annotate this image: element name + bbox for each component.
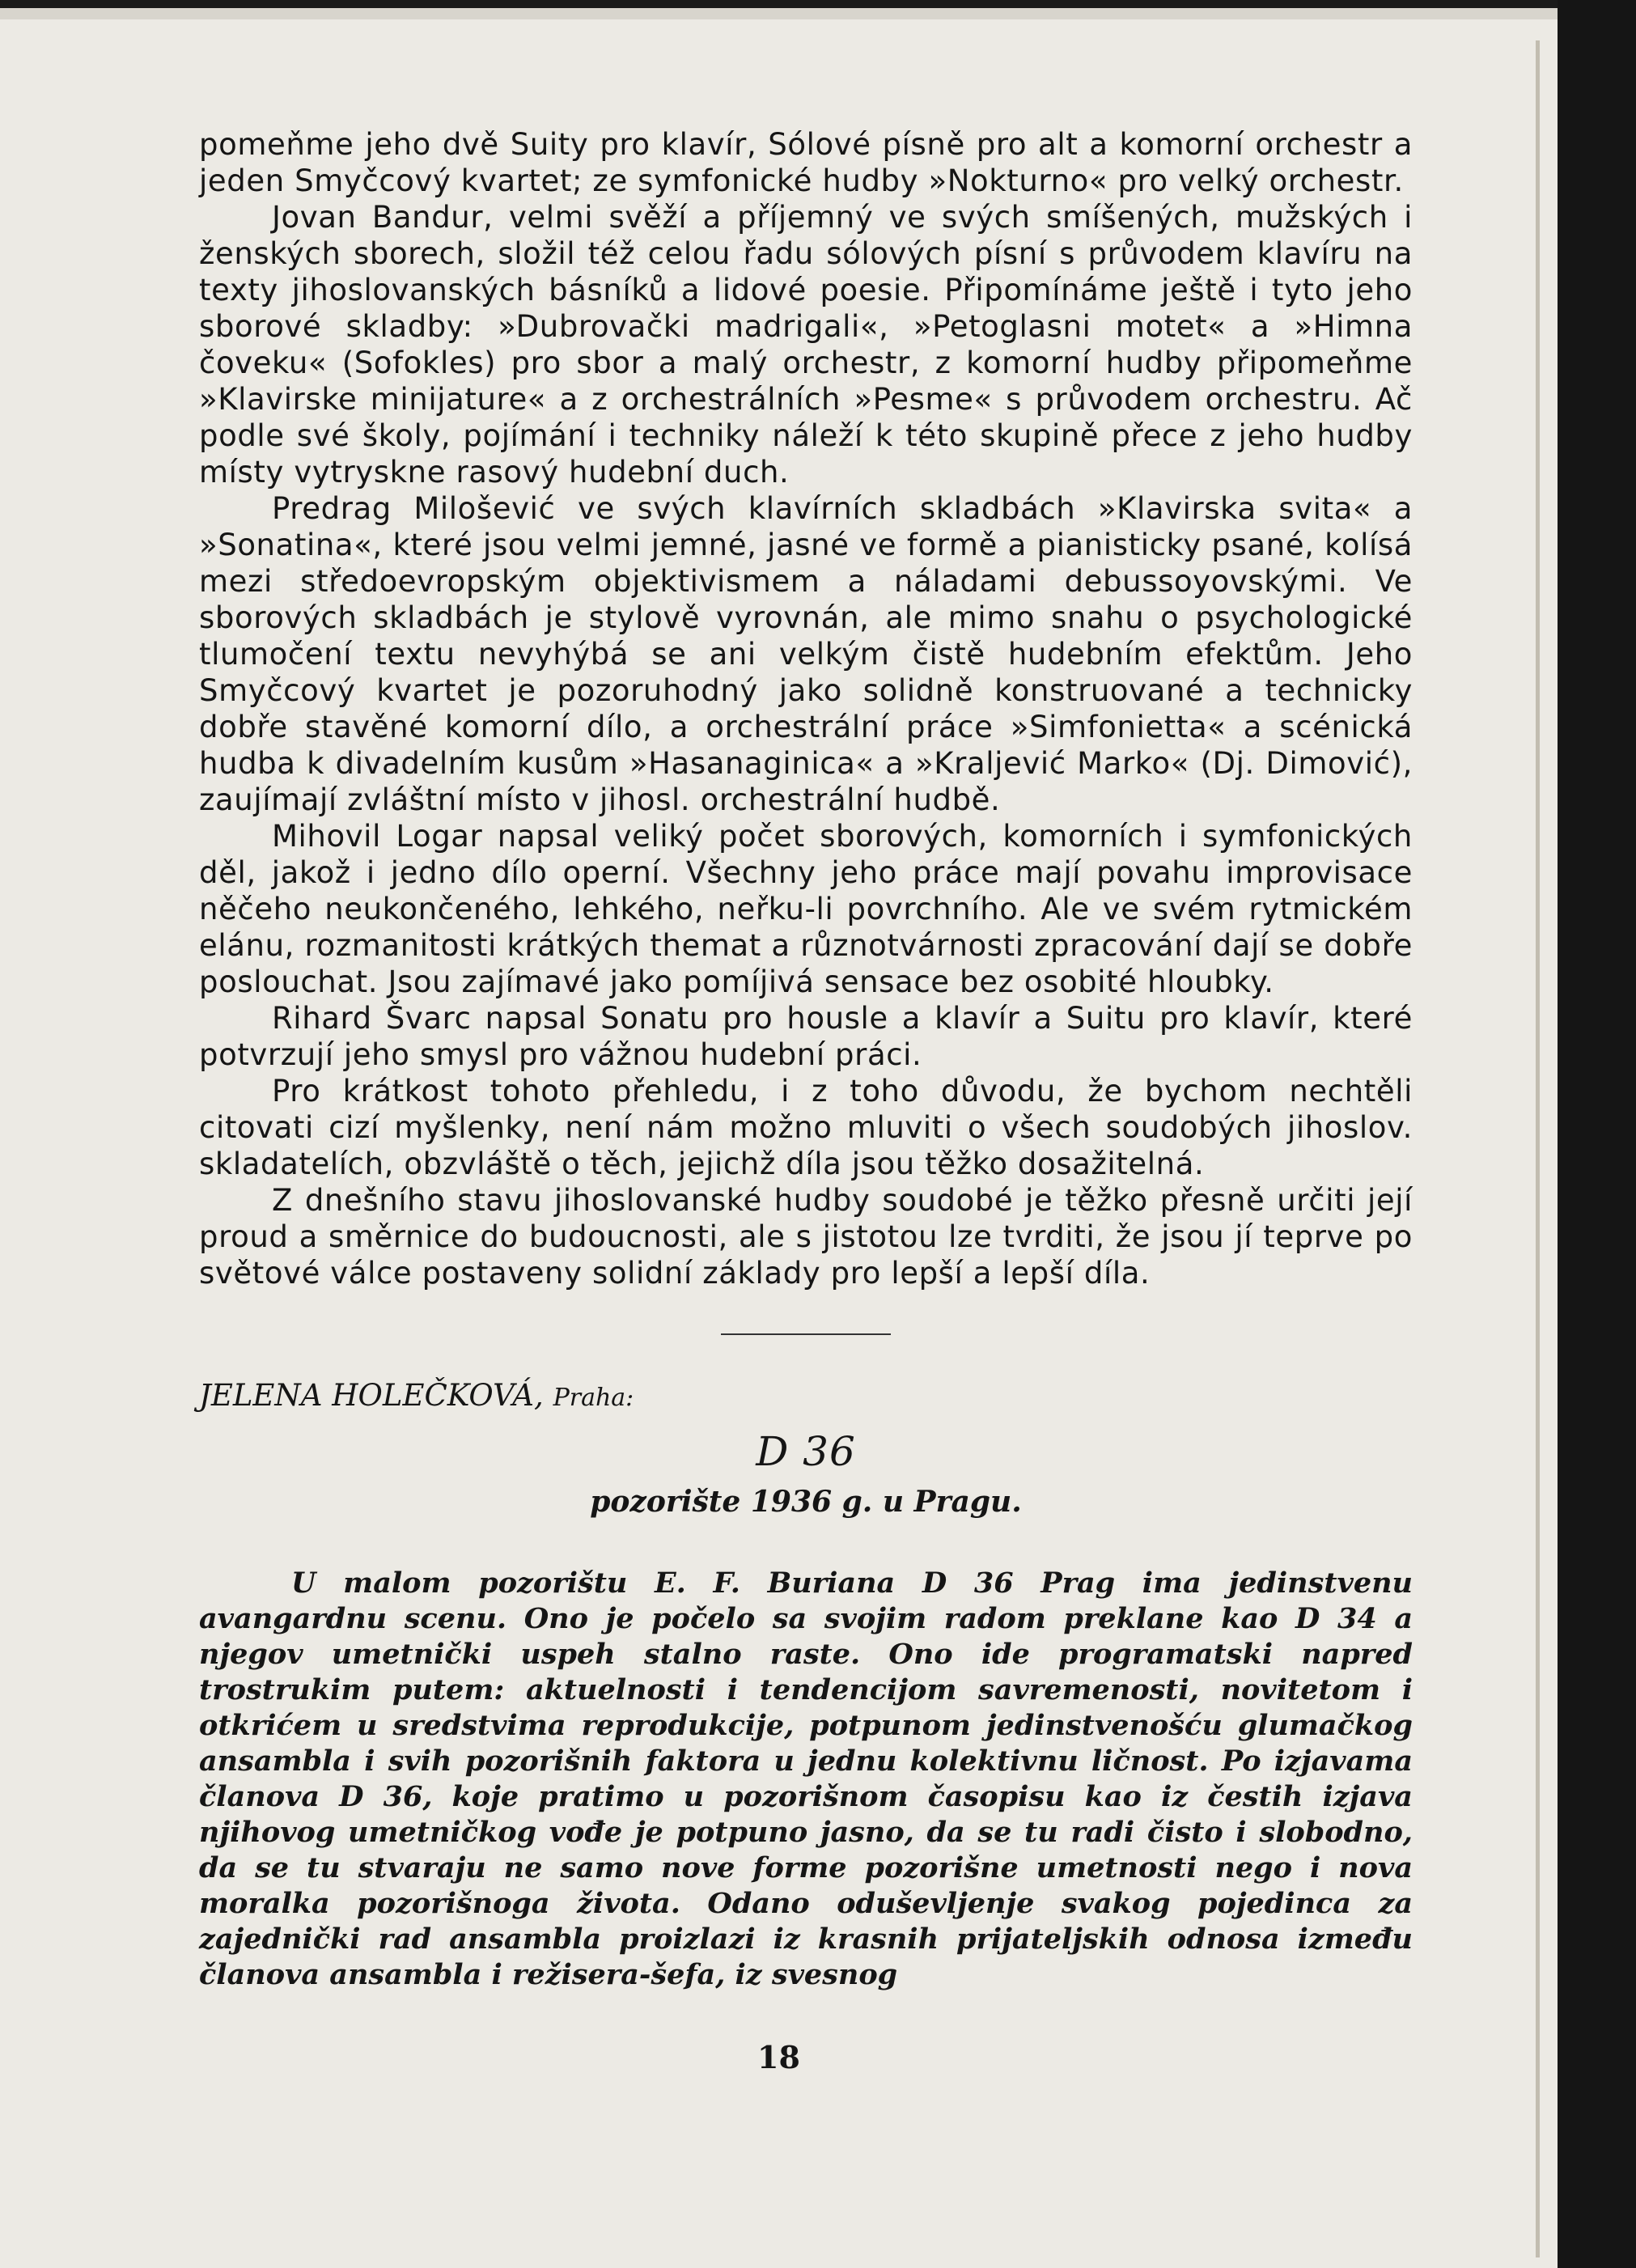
- page-top-edge: [0, 8, 1558, 19]
- article-byline: [199, 1377, 1413, 1417]
- paragraph: pomeňme jeho dvě Suity pro klavír, Sólové písně pro alt a komorní orchestr a jeden Smyčcový kvartet; ze symfonické hudby »Nokturno« pro velký orchestr.: [199, 127, 1413, 198]
- author-name: JELENA HOLEČKOVÁ,: [199, 1378, 544, 1413]
- paragraph: Mihovil Logar napsal veliký počet sborových, komorních i symfonických děl, jakož i jedno dílo operní. Všechny jeho práce mají povahu improvisace něčeho neukončeného, lehkého, neřku-li povrchního. Ale ve svém rytmickém elánu, rozmanitosti krátkých themat a různotvárnosti zpracování dají se dobře poslouchat. Jsou zajímavé jako pomíjivá sensace bez osobité hloubky.: [199, 819, 1413, 999]
- article-subtitle: pozorište 1936 g. u Pragu.: [590, 1485, 1022, 1519]
- paragraph: U malom pozorištu E. F. Buriana D 36 Prag ima jedinstvenu avangardnu scenu. Ono je počelo sa svojim radom preklane kao D 34 a njegov umetnički uspeh stalno raste. Ono ide programatski napred trostrukim putem: aktuelnosti i tendencijom savremenosti, novitetom i otkrićem u sredstvima reprodukcije, potpunom jedinstvenošću glumačkog ansambla i svih pozorišnih faktora u jednu kolektivnu ličnost. Po izjavama članova D 36, koje pratimo u pozorišnom časopisu kao iz čestih izjava njihovog umetničkog vođe je potpuno jasno, da se tu radi čisto i slobodno, da se tu stvaraju ne samo nove forme pozorišne umetnosti nego i nova moralka pozorišnoga života. Odano oduševljenje svakog pojedinca za zajednički rad ansambla proizlazi iz krasnih prijateljskih odnosa između članova ansambla i režisera-šefa, iz svesnog: [199, 1566, 1413, 1991]
- paragraph: Predrag Milošević ve svých klavírních skladbách »Klavirska svita« a »Sonatina«, které jsou velmi jemné, jasné ve formě a pianisticky psané, kolísá mezi středoevropským objektivismem a náladami debussoyovskými. Ve sborových skladbách je stylově vyrovnán, ale mimo snahu o psychologické tlumočení textu nevyhýbá se ani velkým čistě hudebním efektům. Jeho Smyčcový kvartet je pozoruhodný jako solidně konstruované a technicky dobře stavěné komorní dílo, a orchestrální práce »Simfonietta« a scénická hudba k divadelním kusům »Hasanaginica« a »Kraljević Marko« (Dj. Dimović), zaujímají zvláštní místo v jihosl. orchestrální hudbě.: [199, 491, 1413, 817]
- paragraph: Rihard Švarc napsal Sonatu pro housle a klavír a Suitu pro klavír, které potvrzují jeho smysl pro vážnou hudební práci.: [199, 1001, 1413, 1072]
- serbian-article-text: [199, 1566, 1413, 1993]
- article-title: D 36: [756, 1428, 856, 1475]
- section-divider: [721, 1333, 891, 1335]
- page-number: 18: [757, 2039, 800, 2075]
- page-fold-shadow: [1536, 40, 1540, 2257]
- page-content: [199, 126, 1413, 1993]
- book-binding-edge: [1558, 0, 1636, 2268]
- paragraph: Z dnešního stavu jihoslovanské hudby soudobé je těžko přesně určiti její proud a směrnice do budoucnosti, ale s jistotou lze tvrditi, že jsou jí teprve po světové válce postaveny solidní základy pro lepší a lepší díla.: [199, 1183, 1413, 1291]
- paragraph: Pro krátkost tohoto přehledu, i z toho důvodu, že bychom nechtěli citovati cizí myšlenky, není nám možno mluviti o všech soudobých jihoslov. skladatelích, obzvláště o těch, jejichž díla jsou těžko dosažitelná.: [199, 1074, 1413, 1181]
- author-city: Praha:: [553, 1384, 634, 1412]
- paragraph: Jovan Bandur, velmi svěží a příjemný ve svých smíšených, mužských i ženských sborech, složil též celou řadu sólových písní s průvodem klavíru na texty jihoslovanských básníků a lidové poesie. Připomínáme ještě i tyto jeho sborové skladby: »Dubrovački madrigali«, »Petoglasni motet« a »Himna čoveku« (Sofokles) pro sbor a malý orchestr, z komorní hudby připomeňme »Klavirske minijature« a z orchestrálních »Pesme« s průvodem orchestru. Ač podle své školy, pojímání i techniky náleží k této skupině přece z jeho hudby místy vytryskne rasový hudební duch.: [199, 200, 1413, 490]
- czech-article-text: [199, 126, 1413, 1291]
- book-page: [0, 8, 1558, 2268]
